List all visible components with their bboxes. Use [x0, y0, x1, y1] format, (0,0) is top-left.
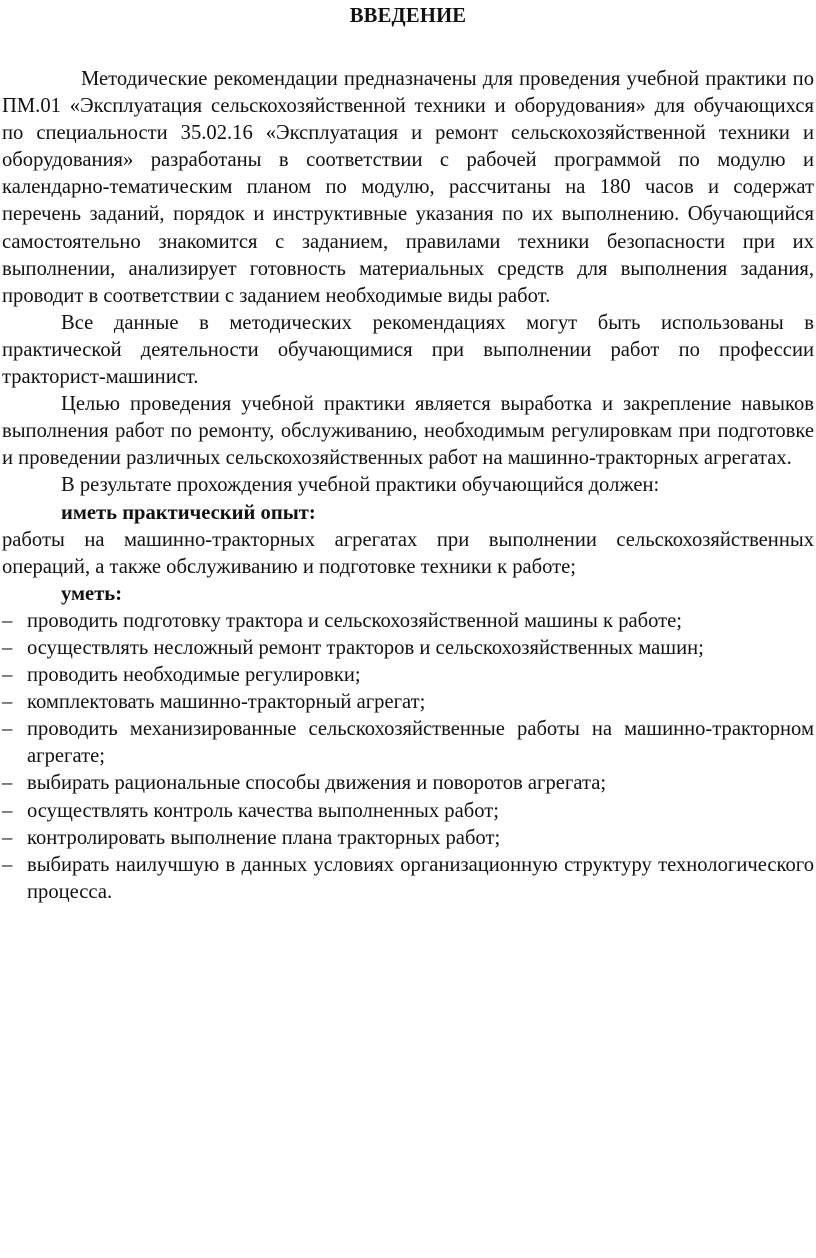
skill-text: проводить необходимые регулировки;: [27, 664, 361, 687]
skills-list: [2, 608, 814, 906]
list-item: [2, 689, 814, 716]
list-item: [2, 635, 814, 662]
experience-label: иметь практический опыт:: [61, 501, 316, 524]
skill-text: осуществлять несложный ремонт тракторов и сельскохозяйственных машин;: [27, 636, 704, 659]
dash-bullet-icon: –: [2, 664, 13, 687]
dash-bullet-icon: –: [2, 772, 13, 795]
dash-bullet-icon: –: [2, 609, 13, 632]
skill-text: комплектовать машинно-тракторный агрегат;: [27, 691, 426, 714]
dash-bullet-icon: –: [2, 826, 13, 849]
page-title: ВВЕДЕНИЕ: [349, 5, 467, 27]
dash-bullet-icon: –: [2, 718, 13, 741]
list-item: [2, 825, 814, 852]
experience-text: работы на машинно-тракторных агрегатах при выполнении сельскохозяйственных операций, а также обслуживанию и подготовке техники к работе;: [2, 528, 814, 578]
dash-bullet-icon: –: [2, 799, 13, 822]
skill-text: осуществлять контроль качества выполненных работ;: [27, 799, 499, 822]
skill-text: контролировать выполнение плана тракторных работ;: [27, 826, 501, 849]
skill-text: выбирать наилучшую в данных условиях организационную структуру технологического процесса.: [27, 853, 814, 903]
skill-text: проводить подготовку трактора и сельскохозяйственной машины к работе;: [27, 609, 682, 632]
dash-bullet-icon: –: [2, 636, 13, 659]
skill-text: выбирать рациональные способы движения и поворотов агрегата;: [27, 772, 607, 795]
dash-bullet-icon: –: [2, 691, 13, 714]
dash-bullet-icon: –: [2, 853, 13, 876]
list-item: [2, 608, 814, 635]
goal-paragraph: Целью проведения учебной практики является выработка и закрепление навыков выполнения работ по ремонту, обслуживанию, необходимым регулировкам при подготовке и проведении различных сельскохозяйственных работ на машинно-тракторных агрегатах.: [2, 393, 814, 470]
list-item: [2, 798, 814, 825]
list-item: [2, 770, 814, 797]
list-item: [2, 662, 814, 689]
result-paragraph: В результате прохождения учебной практики обучающийся должен:: [61, 474, 660, 497]
intro-paragraph: Методические рекомендации предназначены для проведения учебной практики по ПМ.01 «Эксплуатация сельскохозяйственной техники и оборудования» для обучающихся по специальности 35.02.16 «Эксплуатация и ремонт сельскохозяйственной техники и оборудования» разработаны в соответствии с рабочей программой по модулю и календарно-тематическим планом по модулю, рассчитаны на 180 часов и содержат перечень заданий, порядок и инструктивные указания по их выполнению. Обучающийся самостоятельно знакомится с заданием, правилами техники безопасности при их выполнении, анализирует готовность материальных средств для выполнения задания, проводит в соответствии с заданием необходимые виды работ.: [2, 68, 814, 307]
skills-label: уметь:: [61, 582, 123, 605]
list-item: [2, 852, 814, 906]
list-item: [2, 716, 814, 770]
usage-paragraph: Все данные в методических рекомендациях могут быть использованы в практической деятельности обучающимися при выполнении работ по профессии тракторист-машинист.: [2, 311, 814, 389]
skill-text: проводить механизированные сельскохозяйственные работы на машинно-тракторном агрегате;: [27, 718, 814, 768]
